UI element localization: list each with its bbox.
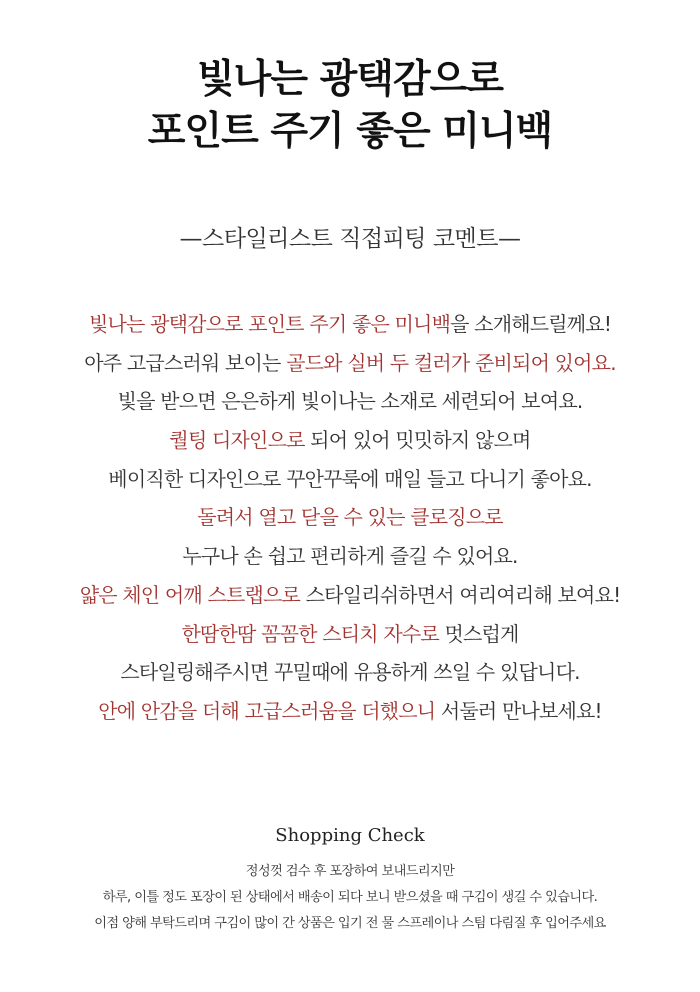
headline-line-1: 빛나는 광택감으로 <box>197 57 503 102</box>
description-line <box>0 692 700 731</box>
plain-text: 스타일링해주시면 꾸밀때에 유용하게 쓰일 수 있답니다. <box>120 660 580 685</box>
highlighted-text: 얇은 체인 어깨 스트랩으로 <box>79 582 301 607</box>
highlighted-text: 빛나는 광택감으로 포인트 주기 좋은 미니백 <box>88 312 451 336</box>
description-line <box>0 576 700 615</box>
description-body <box>0 305 700 731</box>
description-line <box>0 653 700 692</box>
highlighted-text: 안에 안감을 더해 고급스러움을 더했으니 <box>98 698 436 723</box>
description-line <box>0 421 700 460</box>
stylist-comment-heading: —스타일리스트 직접피팅 코멘트— <box>179 226 521 252</box>
plain-text: 빛을 받으면 은은하게 빛이나는 소재로 세련되어 보여요. <box>117 389 583 414</box>
shopping-check-title: Shopping Check <box>275 825 425 846</box>
shopping-check-notes <box>0 859 700 937</box>
description-line <box>0 498 700 537</box>
description-line <box>0 382 700 421</box>
plain-text: 을 소개해드릴께요! <box>450 312 612 336</box>
description-line <box>0 460 700 499</box>
plain-text: 되어 있어 밋밋하지 않으며 <box>304 428 531 453</box>
plain-text: 스타일리쉬하면서 여리여리해 보여요! <box>300 582 621 607</box>
description-line <box>0 537 700 576</box>
plain-text: 멋스럽게 <box>438 621 519 646</box>
description-line <box>0 615 700 654</box>
description-line <box>0 305 700 344</box>
highlighted-text: 돌려서 열고 닫을 수 있는 클로징으로 <box>197 505 503 530</box>
highlighted-text: 한땀한땀 꼼꼼한 스티치 자수로 <box>181 621 439 646</box>
plain-text: 서둘러 만나보세요! <box>435 698 602 723</box>
plain-text: 아주 고급스러워 보이는 <box>84 350 287 375</box>
plain-text: 누구나 손 쉽고 편리하게 즐길 수 있어요. <box>182 544 518 569</box>
highlighted-text: 퀄팅 디자인으로 <box>169 428 305 453</box>
highlighted-text: 골드와 실버 두 컬러가 준비되어 있어요. <box>286 350 616 375</box>
shopping-check-line: 하루, 이틀 정도 포장이 된 상태에서 배송이 되다 보니 받으셨을 때 구김이 생길 수 있습니다. <box>102 890 598 905</box>
plain-text: 베이직한 디자인으로 꾸안꾸룩에 매일 들고 다니기 좋아요. <box>108 466 592 491</box>
headline-line-2: 포인트 주기 좋은 미니백 <box>147 109 553 154</box>
description-line <box>0 344 700 383</box>
shopping-check-line: 정성껏 검수 후 포장하여 보내드리지만 <box>245 864 455 879</box>
shopping-check-line: 이점 양해 부탁드리며 구김이 많이 간 상품은 입기 전 물 스프레이나 스팀 다림질 후 입어주세요 <box>94 916 606 931</box>
